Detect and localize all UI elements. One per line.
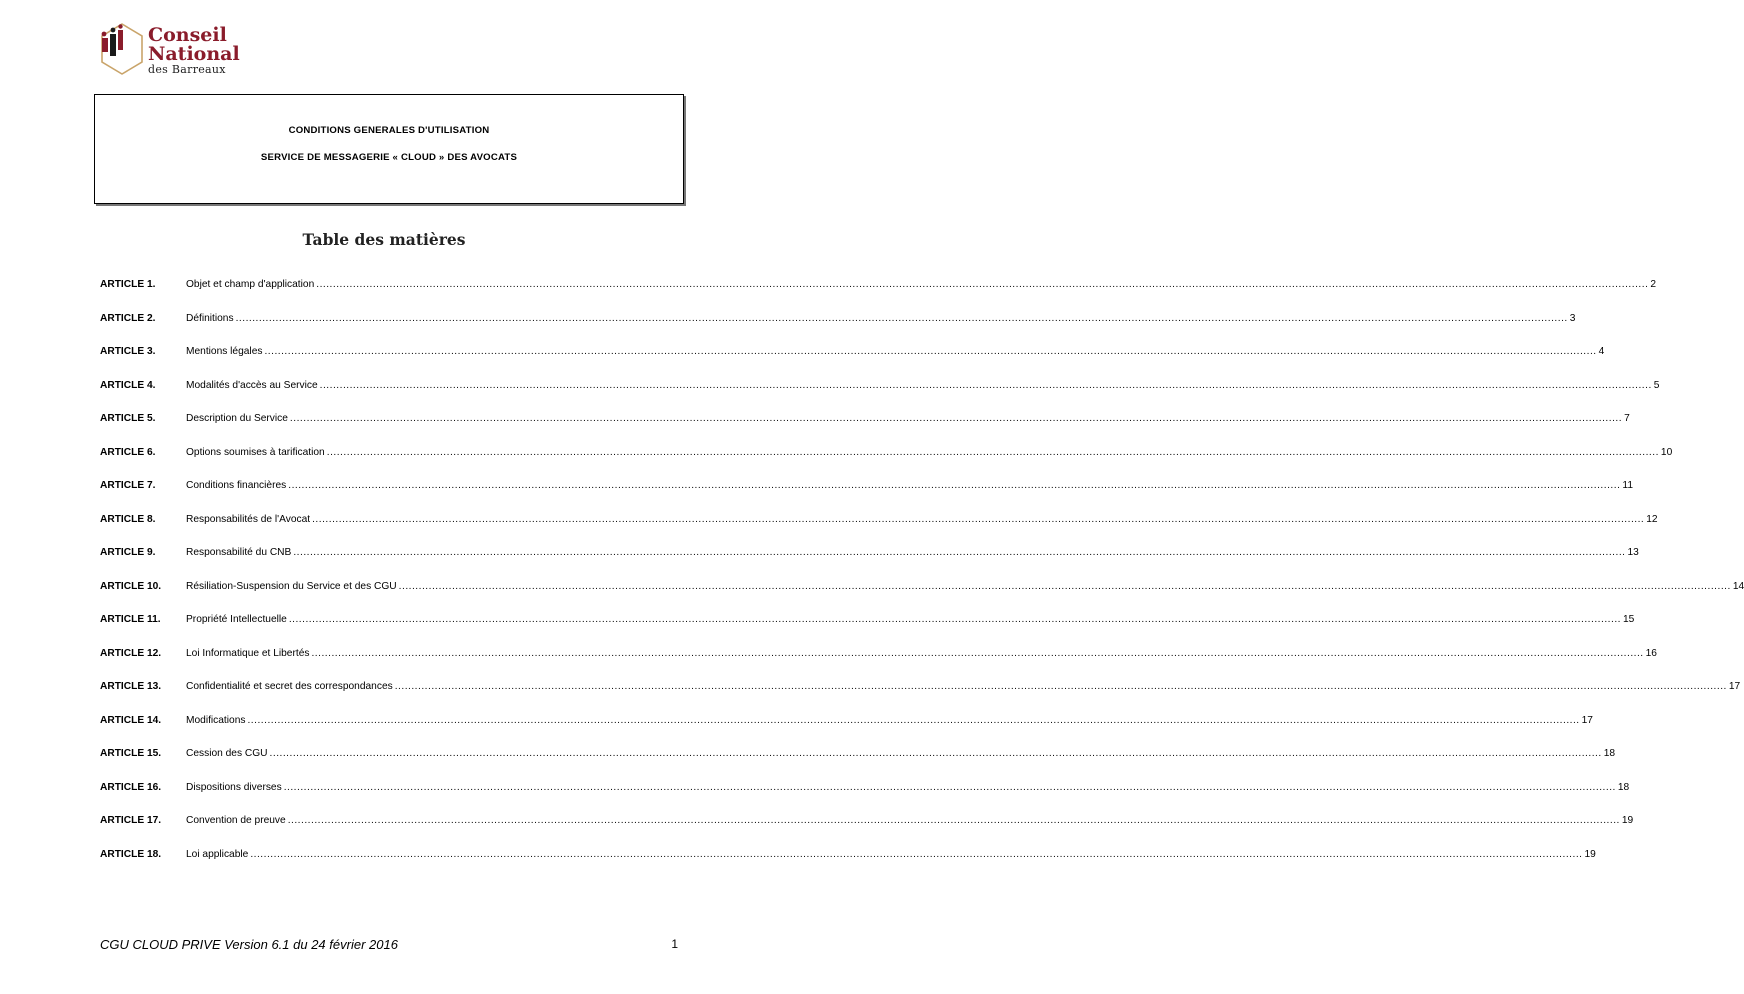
toc-article-title[interactable]: Description du Service <box>186 413 288 424</box>
toc-page-number[interactable]: 17 <box>1728 681 1741 692</box>
toc-entry[interactable] <box>186 782 1630 793</box>
toc-row[interactable] <box>100 547 1639 561</box>
toc-article-title[interactable]: Définitions <box>186 313 234 324</box>
toc-row[interactable] <box>100 514 1658 528</box>
toc-entry[interactable] <box>186 748 1616 759</box>
toc-row[interactable] <box>100 581 1744 595</box>
document-title: CONDITIONS GENERALES D'UTILISATION <box>288 125 490 136</box>
toc-article-title[interactable]: Loi applicable <box>186 849 249 860</box>
toc-row[interactable] <box>100 413 1630 427</box>
toc-leader-dots: ................................................................................................................................................................................................................................................................................................................................................................................................................ <box>269 748 1602 759</box>
toc-entry[interactable] <box>186 413 1630 424</box>
toc-entry[interactable] <box>186 279 1657 290</box>
toc-row[interactable] <box>100 681 1741 695</box>
toc-leader-dots: ................................................................................................................................................................................................................................................................................................................................................................................................................ <box>311 648 1644 659</box>
toc-entry[interactable] <box>186 681 1741 692</box>
toc-page-number[interactable]: 16 <box>1645 648 1657 659</box>
toc-leader-dots: ................................................................................................................................................................................................................................................................................................................................................................................................................ <box>250 849 1583 860</box>
toc-leader-dots: ................................................................................................................................................................................................................................................................................................................................................................................................................ <box>289 413 1623 424</box>
toc-page-number[interactable]: 18 <box>1603 748 1616 759</box>
toc-leader-dots: ................................................................................................................................................................................................................................................................................................................................................................................................................ <box>319 380 1652 391</box>
toc-entry[interactable] <box>186 514 1658 525</box>
toc-entry[interactable] <box>186 581 1744 592</box>
toc-page-number[interactable]: 5 <box>1653 380 1660 391</box>
toc-entry[interactable] <box>186 815 1634 826</box>
toc-entry[interactable] <box>186 648 1657 659</box>
toc-row[interactable] <box>100 447 1673 461</box>
toc-page-number[interactable]: 2 <box>1650 279 1657 290</box>
toc-article-title[interactable]: Responsabilités de l'Avocat <box>186 514 311 525</box>
toc-leader-dots: ................................................................................................................................................................................................................................................................................................................................................................................................................ <box>235 313 1568 324</box>
toc-article-number: ARTICLE 5. <box>100 413 156 424</box>
toc-leader-dots: ................................................................................................................................................................................................................................................................................................................................................................................................................ <box>394 681 1727 692</box>
toc-article-number: ARTICLE 18. <box>100 849 162 860</box>
toc-article-title[interactable]: Dispositions diverses <box>186 782 282 793</box>
toc-page-number[interactable]: 14 <box>1732 581 1744 592</box>
toc-entry[interactable] <box>186 547 1639 558</box>
toc-article-number: ARTICLE 14. <box>100 715 162 726</box>
logo-line-3: des Barreaux <box>148 63 226 76</box>
toc-leader-dots: ................................................................................................................................................................................................................................................................................................................................................................................................................ <box>247 715 1580 726</box>
toc-entry[interactable] <box>186 614 1635 625</box>
toc-entry[interactable] <box>186 849 1596 860</box>
toc-article-number: ARTICLE 4. <box>100 380 156 391</box>
toc-entry[interactable] <box>186 480 1633 491</box>
toc-article-number: ARTICLE 8. <box>100 514 156 525</box>
toc-article-number: ARTICLE 7. <box>100 480 156 491</box>
toc-entry[interactable] <box>186 715 1593 726</box>
toc-leader-dots: ................................................................................................................................................................................................................................................................................................................................................................................................................ <box>398 581 1731 592</box>
toc-row[interactable] <box>100 380 1660 394</box>
toc-leader-dots: ................................................................................................................................................................................................................................................................................................................................................................................................................ <box>312 514 1645 525</box>
toc-row[interactable] <box>100 815 1634 829</box>
toc-leader-dots: ................................................................................................................................................................................................................................................................................................................................................................................................................ <box>326 447 1659 458</box>
toc-article-number: ARTICLE 13. <box>100 681 162 692</box>
toc-article-number: ARTICLE 16. <box>100 782 162 793</box>
toc-article-title[interactable]: Convention de preuve <box>186 815 286 826</box>
toc-page-number[interactable]: 7 <box>1624 413 1630 424</box>
toc-article-number: ARTICLE 11. <box>100 614 161 625</box>
toc-article-title[interactable]: Options soumises à tarification <box>186 447 325 458</box>
toc-leader-dots: ................................................................................................................................................................................................................................................................................................................................................................................................................ <box>288 614 1621 625</box>
toc-article-number: ARTICLE 1. <box>100 279 156 290</box>
toc-row[interactable] <box>100 748 1616 762</box>
toc-article-number: ARTICLE 10. <box>100 581 162 592</box>
toc-article-title[interactable]: Responsabilité du CNB <box>186 547 292 558</box>
toc-row[interactable] <box>100 346 1605 360</box>
toc-article-title[interactable]: Mentions légales <box>186 346 263 357</box>
toc-page-number[interactable]: 12 <box>1646 514 1658 525</box>
toc-entry[interactable] <box>186 380 1660 391</box>
toc-row[interactable] <box>100 849 1596 863</box>
toc-article-title[interactable]: Modifications <box>186 715 246 726</box>
title-box <box>94 94 684 204</box>
cnb-emblem-icon <box>98 22 146 80</box>
toc-row[interactable] <box>100 614 1635 628</box>
toc-row[interactable] <box>100 782 1630 796</box>
toc-article-title[interactable]: Propriété Intellectuelle <box>186 614 287 625</box>
toc-page-number[interactable]: 13 <box>1627 547 1639 558</box>
toc-article-number: ARTICLE 17. <box>100 815 162 826</box>
toc-article-title[interactable]: Confidentialité et secret des correspondances <box>186 681 393 692</box>
toc-page-number[interactable]: 19 <box>1584 849 1596 860</box>
toc-row[interactable] <box>100 279 1657 293</box>
toc-page-number[interactable]: 11 <box>1622 480 1633 491</box>
toc-page-number[interactable]: 10 <box>1660 447 1673 458</box>
toc-leader-dots: ................................................................................................................................................................................................................................................................................................................................................................................................................ <box>283 782 1616 793</box>
toc-article-number: ARTICLE 15. <box>100 748 162 759</box>
toc-leader-dots: ................................................................................................................................................................................................................................................................................................................................................................................................................ <box>264 346 1597 357</box>
toc-leader-dots: ................................................................................................................................................................................................................................................................................................................................................................................................................ <box>293 547 1626 558</box>
footer-text: CGU CLOUD PRIVE Version 6.1 du 24 février 2016 <box>100 937 398 952</box>
toc-article-title[interactable]: Conditions financières <box>186 480 287 491</box>
toc-row[interactable] <box>100 480 1633 494</box>
toc-page-number[interactable]: 15 <box>1622 614 1635 625</box>
page-number: 1 <box>671 937 678 951</box>
toc-heading: Table des matières <box>302 230 466 249</box>
toc-article-title[interactable]: Objet et champ d'application <box>186 279 315 290</box>
toc-row[interactable] <box>100 715 1593 729</box>
toc-page-number[interactable]: 19 <box>1621 815 1634 826</box>
logo-line-1: Conseil <box>148 24 227 46</box>
toc-article-title[interactable]: Résiliation-Suspension du Service et des CGU <box>186 581 397 592</box>
toc-page-number[interactable]: 18 <box>1617 782 1630 793</box>
toc-article-title[interactable]: Loi Informatique et Libertés <box>186 648 310 659</box>
toc-article-title[interactable]: Cession des CGU <box>186 748 268 759</box>
toc-entry[interactable] <box>186 346 1605 357</box>
toc-article-number: ARTICLE 12. <box>100 648 162 659</box>
toc-article-number: ARTICLE 6. <box>100 447 156 458</box>
toc-row[interactable] <box>100 648 1657 662</box>
logo-line-2: National <box>148 43 240 65</box>
toc-page-number[interactable]: 4 <box>1598 346 1605 357</box>
toc-leader-dots: ................................................................................................................................................................................................................................................................................................................................................................................................................ <box>316 279 1649 290</box>
toc-entry[interactable] <box>186 447 1673 458</box>
cnb-logo <box>98 22 238 80</box>
toc-entry[interactable] <box>186 313 1576 324</box>
toc-page-number[interactable]: 17 <box>1581 715 1593 726</box>
toc-leader-dots: ................................................................................................................................................................................................................................................................................................................................................................................................................ <box>288 480 1621 491</box>
toc-article-title[interactable]: Modalités d'accès au Service <box>186 380 318 391</box>
toc-article-number: ARTICLE 3. <box>100 346 156 357</box>
toc-leader-dots: ................................................................................................................................................................................................................................................................................................................................................................................................................ <box>287 815 1620 826</box>
toc-article-number: ARTICLE 9. <box>100 547 156 558</box>
document-subtitle: SERVICE DE MESSAGERIE « CLOUD » DES AVOCATS <box>260 152 518 163</box>
toc-article-number: ARTICLE 2. <box>100 313 156 324</box>
toc-row[interactable] <box>100 313 1576 327</box>
toc-page-number[interactable]: 3 <box>1569 313 1576 324</box>
